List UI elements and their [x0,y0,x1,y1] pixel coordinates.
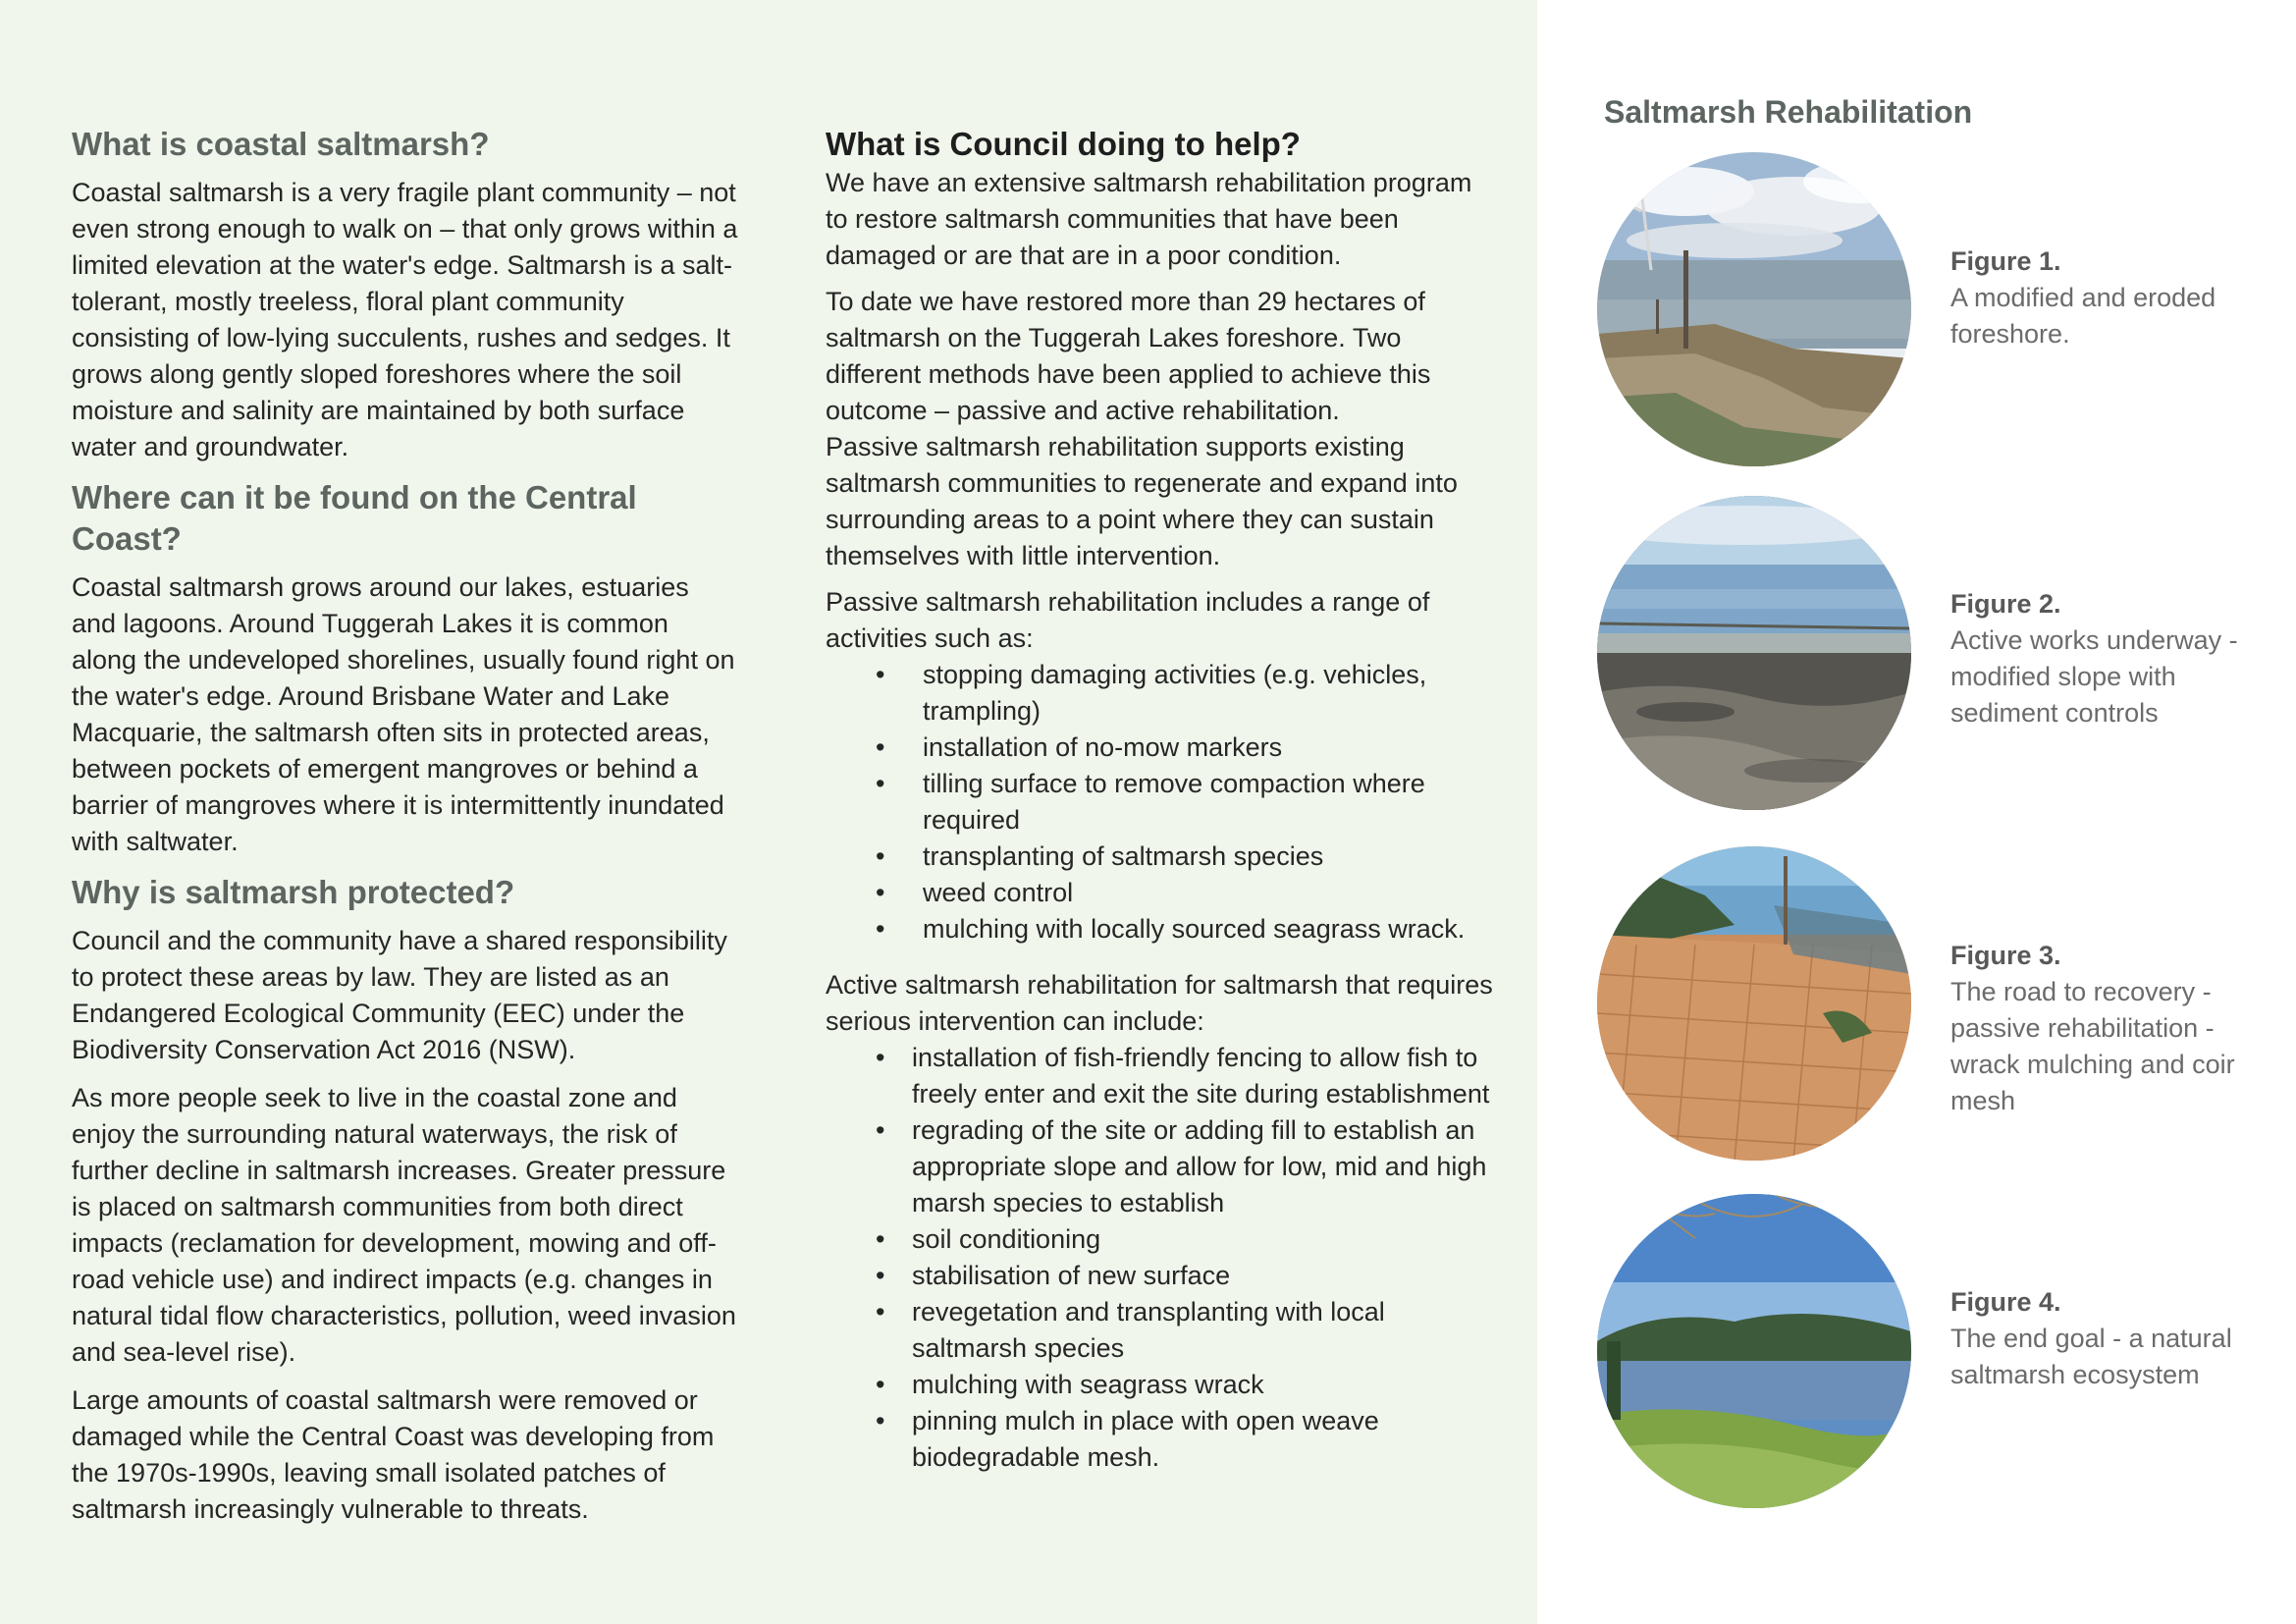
list-item: • soil conditioning [826,1221,1493,1258]
paragraph: Council and the community have a shared responsibility to protect these areas by law. They are listed as an Endangered Ecological Community (EEC) under the Biodiversity Conservation Act 2016 (NSW). [72,926,727,1064]
list-item: • installation of fish-friendly fencing to allow fish to freely enter and exit the site during establishment [826,1040,1493,1112]
section-why-protected [72,872,739,1528]
list-item: • pinning mulch in place with open weave biodegradable mesh. [826,1403,1493,1476]
list-item: • stabilisation of new surface [826,1258,1493,1294]
active-activities-list [826,1040,1493,1476]
figure-caption-text: A modified and eroded foreshore. [1950,283,2216,349]
section-heading: What is Council doing to help? [826,126,1301,162]
figure-caption-text: The end goal - a natural saltmarsh ecosystem [1950,1324,2232,1389]
paragraph: Active saltmarsh rehabilitation for saltmarsh that requires serious intervention can include: [826,970,1493,1036]
natural-saltmarsh-image [1597,1194,1911,1508]
figure-3-photo [1597,846,1911,1161]
paragraph: Passive saltmarsh rehabilitation includes a range of activities such as: [826,587,1430,653]
paragraph: Coastal saltmarsh is a very fragile plant community – not even strong enough to walk on – that only grows within a limited elevation at the water's edge. Saltmarsh is a salt-tolerant, mostly treeless, floral plant community consisting of low-lying succulents, rushes and sedges. It grows along gently sloped foreshores where the soil moisture and salinity are maintained by both surface water and groundwater. [72,178,738,461]
section-what-is-saltmarsh [72,124,739,465]
paragraph: To date we have restored more than 29 hectares of saltmarsh on the Tuggerah Lakes foreshore. Two different methods have been applied to achieve this outcome – passive and active rehabilitation. [826,287,1431,425]
passive-activities-list [826,657,1493,947]
figure-1-photo [1597,152,1911,466]
figure-label: Figure 4. [1950,1287,2061,1317]
figure-label: Figure 1. [1950,246,2061,276]
coir-mesh-image [1597,846,1911,1161]
list-item: • regrading of the site or adding fill to establish an appropriate slope and allow for low, mid and high marsh species to establish [826,1112,1493,1221]
figure-1-caption [1950,244,2274,352]
list-item: • weed control [826,875,1493,911]
active-works-image [1597,496,1911,810]
figure-label: Figure 2. [1950,589,2061,619]
section-heading: What is coastal saltmarsh? [72,126,490,162]
list-item: • tilling surface to remove compaction where required [826,766,1493,839]
figure-4-photo [1597,1194,1911,1508]
eroded-foreshore-image [1597,152,1911,466]
section-where-found [72,477,739,860]
sidebar-title: Saltmarsh Rehabilitation [1604,94,1973,130]
figure-2-photo [1597,496,1911,810]
paragraph: As more people seek to live in the coastal zone and enjoy the surrounding natural waterways, the risk of further decline in saltmarsh increases. Greater pressure is placed on saltmarsh communities from both direct impacts (reclamation for development, mowing and off-road vehicle use) and indirect impacts (e.g. changes in natural tidal flow characteristics, pollution, weed invasion and sea-level rise). [72,1083,736,1367]
paragraph: We have an extensive saltmarsh rehabilitation program to restore saltmarsh communities that have been damaged or are that are in a poor condition. [826,168,1472,270]
left-column [72,124,739,1540]
list-item: • transplanting of saltmarsh species [826,839,1493,875]
paragraph: Large amounts of coastal saltmarsh were removed or damaged while the Central Coast was developing from the 1970s-1990s, leaving small isolated patches of saltmarsh increasingly vulnerable to threats. [72,1385,715,1524]
paragraph: Passive saltmarsh rehabilitation supports existing saltmarsh communities to regenerate and expand into surrounding areas to a point where they can sustain themselves with little intervention. [826,432,1458,570]
figure-3-caption [1950,938,2274,1119]
figure-caption-text: Active works underway - modified slope with sediment controls [1950,625,2238,728]
figure-caption-text: The road to recovery - passive rehabilitation - wrack mulching and coir mesh [1950,977,2235,1115]
paragraph: Coastal saltmarsh grows around our lakes, estuaries and lagoons. Around Tuggerah Lakes it is common along the undeveloped shorelines, usually found right on the water's edge. Around Brisbane Water and Lake Macquarie, the saltmarsh often sits in protected areas, between pockets of emergent mangroves or behind a barrier of mangroves where it is intermittently inundated with saltwater. [72,572,735,856]
section-heading: Why is saltmarsh protected? [72,874,515,910]
list-item: • mulching with seagrass wrack [826,1367,1493,1403]
list-item: • installation of no-mow markers [826,730,1493,766]
figure-label: Figure 3. [1950,941,2061,970]
list-item: • mulching with locally sourced seagrass wrack. [826,911,1493,947]
list-item: • revegetation and transplanting with local saltmarsh species [826,1294,1493,1367]
section-heading: Where can it be found on the Central Coast? [72,479,637,557]
list-item: • stopping damaging activities (e.g. vehicles, trampling) [826,657,1493,730]
figure-2-caption [1950,586,2274,731]
middle-column [826,124,1493,1495]
figure-4-caption [1950,1284,2274,1393]
